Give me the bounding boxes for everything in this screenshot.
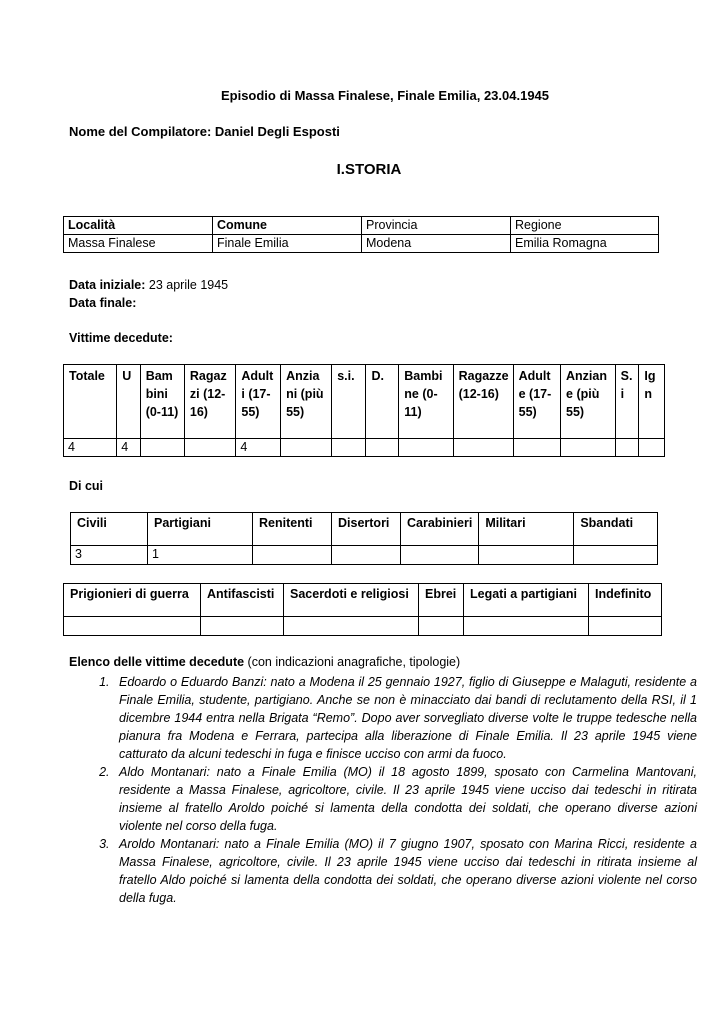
victims-header-bambine: Bambi ne (0-11): [399, 365, 453, 439]
dicui-header-civili: Civili: [71, 513, 148, 546]
dicui-header-renitenti: Renitenti: [253, 513, 332, 546]
victims-header-totale: Totale: [64, 365, 117, 439]
dicui-header-sbandati: Sbandati: [574, 513, 658, 546]
location-header-row: [64, 217, 659, 235]
dicui-value-row: [71, 546, 658, 565]
prigionieri-table: [63, 583, 662, 636]
victims-header-bambini: Bam bini (0-11): [140, 365, 184, 439]
victims-value-adulte: [513, 439, 560, 457]
elenco-note: (con indicazioni anagrafiche, tipologie): [244, 655, 461, 669]
dicui-header-militari: Militari: [479, 513, 574, 546]
victims-table: [63, 364, 665, 457]
victims-value-u: 4: [117, 439, 141, 457]
victims-header-ragazze: Ragazze (12-16): [453, 365, 513, 439]
prig-header-prigionieri: Prigionieri di guerra: [64, 584, 201, 617]
victims-header-adulti: Adult i (17-55): [236, 365, 281, 439]
victims-value-d: [366, 439, 399, 457]
prig-value-legati: [464, 617, 589, 636]
victims-value-si: [332, 439, 366, 457]
prig-value-indefinito: [589, 617, 662, 636]
victims-label: Vittime decedute:: [69, 331, 173, 345]
compilatore-line: Nome del Compilatore: Daniel Degli Esposti: [69, 124, 340, 139]
location-header-localita: Località: [64, 217, 213, 235]
location-value-localita: Massa Finalese: [64, 235, 213, 253]
dicui-value-renitenti: [253, 546, 332, 565]
victims-value-anziane: [561, 439, 616, 457]
victim-entry-2: 2. Aldo Montanari: nato a Finale Emilia (MO) il 18 agosto 1899, sposato con Carmelina Mantovani, residente a Massa Finalese, agricoltore, civile. Il 23 aprile 1945 viene ucciso dai tedeschi in ritirata insieme al fratello Aroldo poiché si lamenta della condotta dei soldati, che operano diverse azioni violente nel corso della fuga.: [113, 763, 697, 835]
location-value-row: [64, 235, 659, 253]
victims-value-ragazze: [453, 439, 513, 457]
victims-header-ragazzi: Ragaz zi (12-16): [184, 365, 235, 439]
victims-header-d: D.: [366, 365, 399, 439]
prig-value-sacerdoti: [284, 617, 419, 636]
elenco-heading: [69, 655, 460, 669]
victims-value-si-f: [615, 439, 639, 457]
prig-value-antifascisti: [201, 617, 284, 636]
victims-header-anziani: Anzia ni (più 55): [281, 365, 332, 439]
location-header-comune: Comune: [213, 217, 362, 235]
end-date-label: Data finale:: [69, 296, 137, 310]
elenco-label: Elenco delle vittime decedute: [69, 655, 245, 669]
victims-header-anziane: Anzian e (più 55): [561, 365, 616, 439]
victims-header-si-f: S. i: [615, 365, 639, 439]
victims-value-bambini: [140, 439, 184, 457]
dicui-header-carabinieri: Carabinieri: [401, 513, 479, 546]
location-table: [63, 216, 659, 253]
dicui-value-militari: [479, 546, 574, 565]
prig-header-ebrei: Ebrei: [419, 584, 464, 617]
prig-header-sacerdoti: Sacerdoti e religiosi: [284, 584, 419, 617]
prig-header-indefinito: Indefinito: [589, 584, 662, 617]
victims-list: [69, 673, 697, 907]
start-date-label: Data iniziale:: [69, 278, 146, 292]
prig-header-legati: Legati a partigiani: [464, 584, 589, 617]
victims-value-bambine: [399, 439, 453, 457]
start-date-value: 23 aprile 1945: [148, 278, 229, 292]
location-header-regione: Regione: [511, 217, 659, 235]
victims-header-adulte: Adult e (17-55): [513, 365, 560, 439]
start-date-line: [69, 276, 228, 294]
dicui-value-civili: 3: [71, 546, 148, 565]
victim-entry-3: 3. Aroldo Montanari: nato a Finale Emilia (MO) il 7 giugno 1907, sposato con Marina Ricci, residente a Massa Finalese, agricoltore, civile. Il 23 aprile 1945 viene ucciso dai tedeschi in ritirata insieme al fratello Aldo poiché si lamenta della condotta dei soldati, che operano diverse azioni violente nel corso della fuga.: [113, 835, 697, 907]
dicui-header-partigiani: Partigiani: [148, 513, 253, 546]
end-date-line: [69, 294, 228, 312]
victims-header-si: s.i.: [332, 365, 366, 439]
victims-value-totale: 4: [64, 439, 117, 457]
victims-header-row: [64, 365, 665, 439]
victims-value-anziani: [281, 439, 332, 457]
location-value-comune: Finale Emilia: [213, 235, 362, 253]
prig-header-antifascisti: Antifascisti: [201, 584, 284, 617]
victims-value-row: [64, 439, 665, 457]
dicui-label: Di cui: [69, 479, 104, 493]
dicui-table: [70, 512, 658, 565]
location-value-provincia: Modena: [362, 235, 511, 253]
victims-header-ign: Ig n: [639, 365, 665, 439]
prig-value-ebrei: [419, 617, 464, 636]
prig-value-prigionieri: [64, 617, 201, 636]
victim-entry-1: 1. Edoardo o Eduardo Banzi: nato a Modena il 25 gennaio 1927, figlio di Giuseppe e Malaguti, residente a Finale Emilia, studente, partigiano. Anche se non è minacciato dai bandi di reclutamento della RSI, il 1 dicembre 1944 entra nella Brigata “Remo”. Dopo aver sorvegliato diverse volte le truppe tedesche nella pianura fra Modena e Ferrara, partecipa alla liberazione di Finale Emilia. Il 23 aprile 1945 viene catturato da alcuni tedeschi in fuga e finisce ucciso con armi da fuoco.: [113, 673, 697, 763]
victims-value-ign: [639, 439, 665, 457]
prigionieri-header-row: [64, 584, 662, 617]
section-title: I.STORIA: [336, 161, 402, 178]
episode-title: Episodio di Massa Finalese, Finale Emilia, 23.04.1945: [220, 88, 550, 103]
dicui-header-disertori: Disertori: [332, 513, 401, 546]
victims-value-ragazzi: [184, 439, 235, 457]
dicui-value-disertori: [332, 546, 401, 565]
dicui-value-carabinieri: [401, 546, 479, 565]
dicui-value-sbandati: [574, 546, 658, 565]
victims-value-adulti: 4: [236, 439, 281, 457]
location-value-regione: Emilia Romagna: [511, 235, 659, 253]
dicui-value-partigiani: 1: [148, 546, 253, 565]
location-header-provincia: Provincia: [362, 217, 511, 235]
prigionieri-value-row: [64, 617, 662, 636]
dates-block: [69, 276, 228, 312]
dicui-header-row: [71, 513, 658, 546]
victims-header-u: U: [117, 365, 141, 439]
